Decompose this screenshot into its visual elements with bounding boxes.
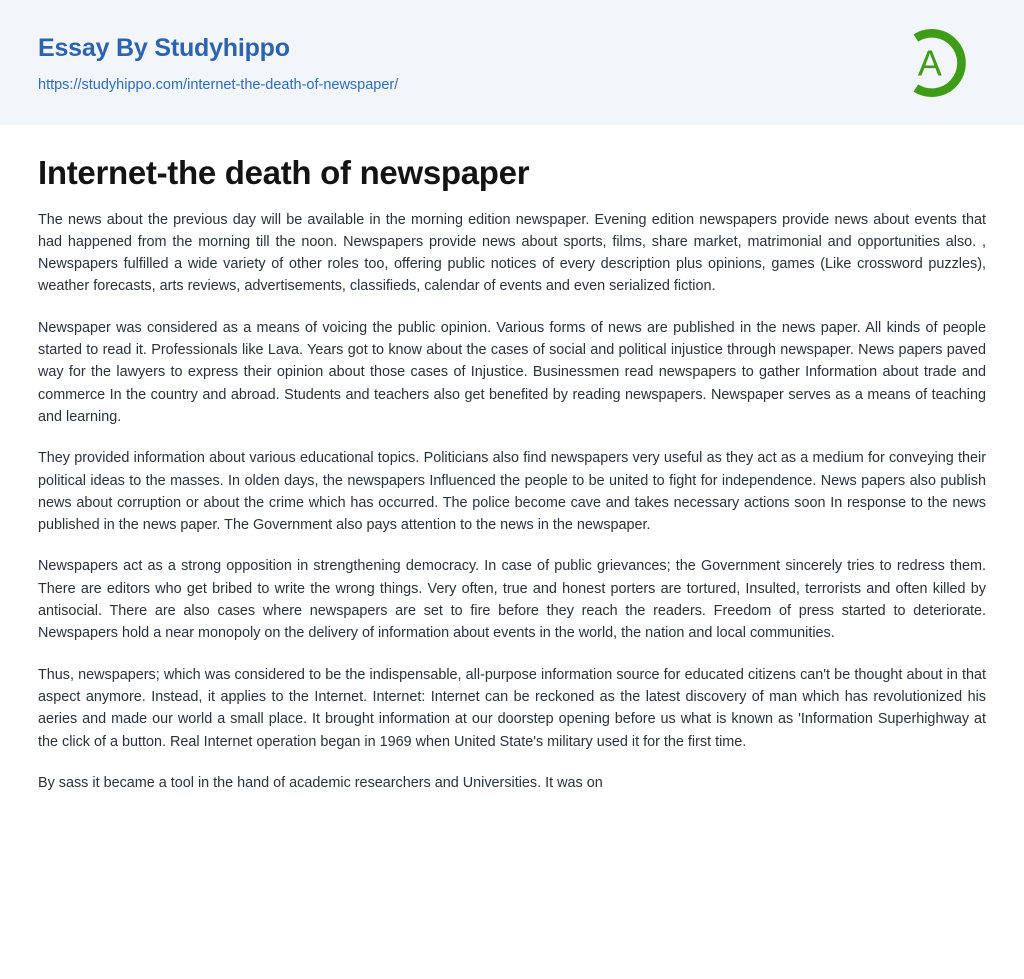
header-text-block <box>38 30 398 94</box>
logo-letter: A <box>917 42 942 83</box>
source-url-link[interactable]: https://studyhippo.com/internet-the-death-of-newspaper/ <box>38 77 399 94</box>
article-container <box>0 153 1024 794</box>
article-paragraph: Thus, newspapers; which was considered to be the indispensable, all-purpose information source for educated citizens can't be thought about in that aspect anymore. Instead, it applies to the Internet. Internet: Internet can be reckoned as the latest discovery of man which has revolutionized his aeries and made our world a small place. It brought information at our doorstep opening before us what is known as 'Information Superhighway at the click of a button. Real Internet operation began in 1969 when United State's military used it for the first time. <box>38 666 986 750</box>
article-paragraph: Newspapers act as a strong opposition in strengthening democracy. In case of public grievances; the Government sincerely tries to redress them. There are editors who get bribed to write the wrong things. Very often, true and honest porters are tortured, Insulted, terrorists and often killed by antisocial. There are also cases where newspapers are set to fire before they reach the readers. Freedom of press started to deteriorate. Newspapers hold a near monopoly on the delivery of information about events in the world, the nation and local communities. <box>38 558 986 642</box>
article-paragraph: By sass it became a tool in the hand of academic researchers and Universities. It was on <box>38 774 603 791</box>
brand-title: Essay By Studyhippo <box>38 34 290 63</box>
article-paragraph: The news about the previous day will be available in the morning edition newspaper. Evening edition newspapers provide news about events that had happened from the morning till the noon. Newspapers provide news about sports, films, share market, matrimonial and opportunities also. , Newspapers fulfilled a wide variety of other roles too, offering public notices of every description plus opinions, games (Like crossword puzzles), weather forecasts, arts reviews, advertisements, classifieds, calendar of events and even serialized fiction. <box>38 211 986 295</box>
article-paragraph: Newspaper was considered as a means of voicing the public opinion. Various forms of news are published in the news paper. All kinds of people started to read it. Professionals like Lava. Years got to know about the cases of social and political injustice through newspaper. News papers paved way for the lawyers to express their opinion about those cases of Injustice. Businessmen read newspapers to gather Information about trade and commerce In the country and abroad. Students and teachers also get benefited by reading newspapers. Newspaper serves as a means of teaching and learning. <box>38 319 986 425</box>
site-header <box>0 0 1024 125</box>
article-paragraph: They provided information about various educational topics. Politicians also find newspapers very useful as they act as a medium for conveying their political ideas to the masses. In olden days, the newspapers Influenced the people to be united to fight for independence. News papers also publish news about corruption or about the crime which has occurred. The police become cave and takes necessary actions soon In response to the news published in the news paper. The Government also pays attention to the news in the newspaper. <box>38 450 986 534</box>
studyhippo-logo-icon <box>894 24 972 102</box>
article-body <box>38 209 986 795</box>
page-title: Internet-the death of newspaper <box>38 154 530 191</box>
